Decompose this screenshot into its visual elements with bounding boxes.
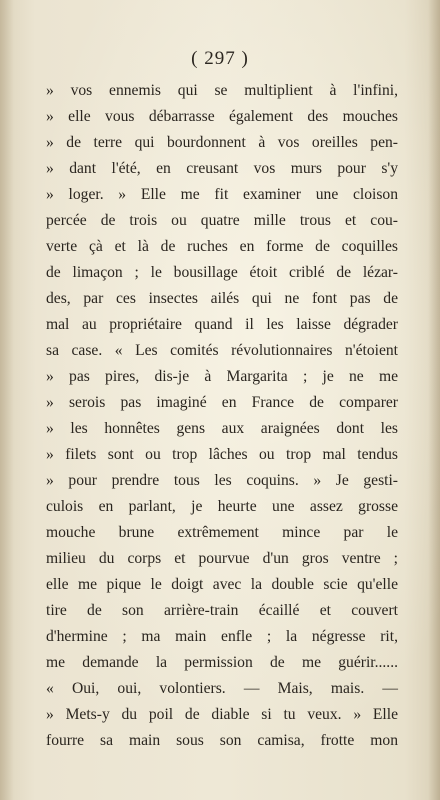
text-line: fourre sa main sous son camisa, frotte mon (46, 732, 398, 749)
text-line: » Mets-y du poil de diable si tu veux. » Elle (46, 706, 398, 723)
text-line: » pas pires, dis-je à Margarita ; je ne me (46, 368, 398, 385)
text-line: mouche brune extrêmement mince par le (46, 524, 398, 541)
text-line: sa case. « Les comités révolutionnaires n'étoient (46, 342, 398, 359)
text-line: percée de trois ou quatre mille trous et cou- (46, 212, 398, 229)
text-line: tire de son arrière-train écaillé et couvert (46, 602, 398, 619)
page-left-shadow (0, 0, 14, 800)
page-right-shadow (428, 0, 440, 800)
text-line: mal au propriétaire quand il les laisse dégrader (46, 316, 398, 333)
text-line: » vos ennemis qui se multiplient à l'infini, (46, 82, 398, 99)
text-line: « Oui, oui, volontiers. — Mais, mais. — (46, 680, 398, 697)
text-line: » filets sont ou trop lâches ou trop mal tendus (46, 446, 398, 463)
text-line: verte çà et là de ruches en forme de coquilles (46, 238, 398, 255)
text-line: » serois pas imaginé en France de comparer (46, 394, 398, 411)
text-line: » pour prendre tous les coquins. » Je gesti- (46, 472, 398, 489)
text-line: » de terre qui bourdonnent à vos oreilles pen- (46, 134, 398, 151)
text-line: elle me pique le doigt avec la double scie qu'elle (46, 576, 398, 593)
text-line: » les honnêtes gens aux araignées dont les (46, 420, 398, 437)
text-line: d'hermine ; ma main enfle ; la négresse rit, (46, 628, 398, 645)
page-number: ( 297 ) (191, 48, 249, 69)
text-line: » elle vous débarrasse également des mouches (46, 108, 398, 125)
text-line: » loger. » Elle me fit examiner une cloison (46, 186, 398, 203)
text-line: milieu du corps et pourvue d'un gros ventre ; (46, 550, 398, 567)
text-line: des, par ces insectes ailés qui ne font pas de (46, 290, 398, 307)
text-line: me demande la permission de me guérir...... (46, 654, 398, 671)
text-line: de limaçon ; le bousillage étoit criblé de lézar- (46, 264, 398, 281)
text-line: » dant l'été, en creusant vos murs pour s'y (46, 160, 398, 177)
text-line: culois en parlant, je heurte une assez grosse (46, 498, 398, 515)
